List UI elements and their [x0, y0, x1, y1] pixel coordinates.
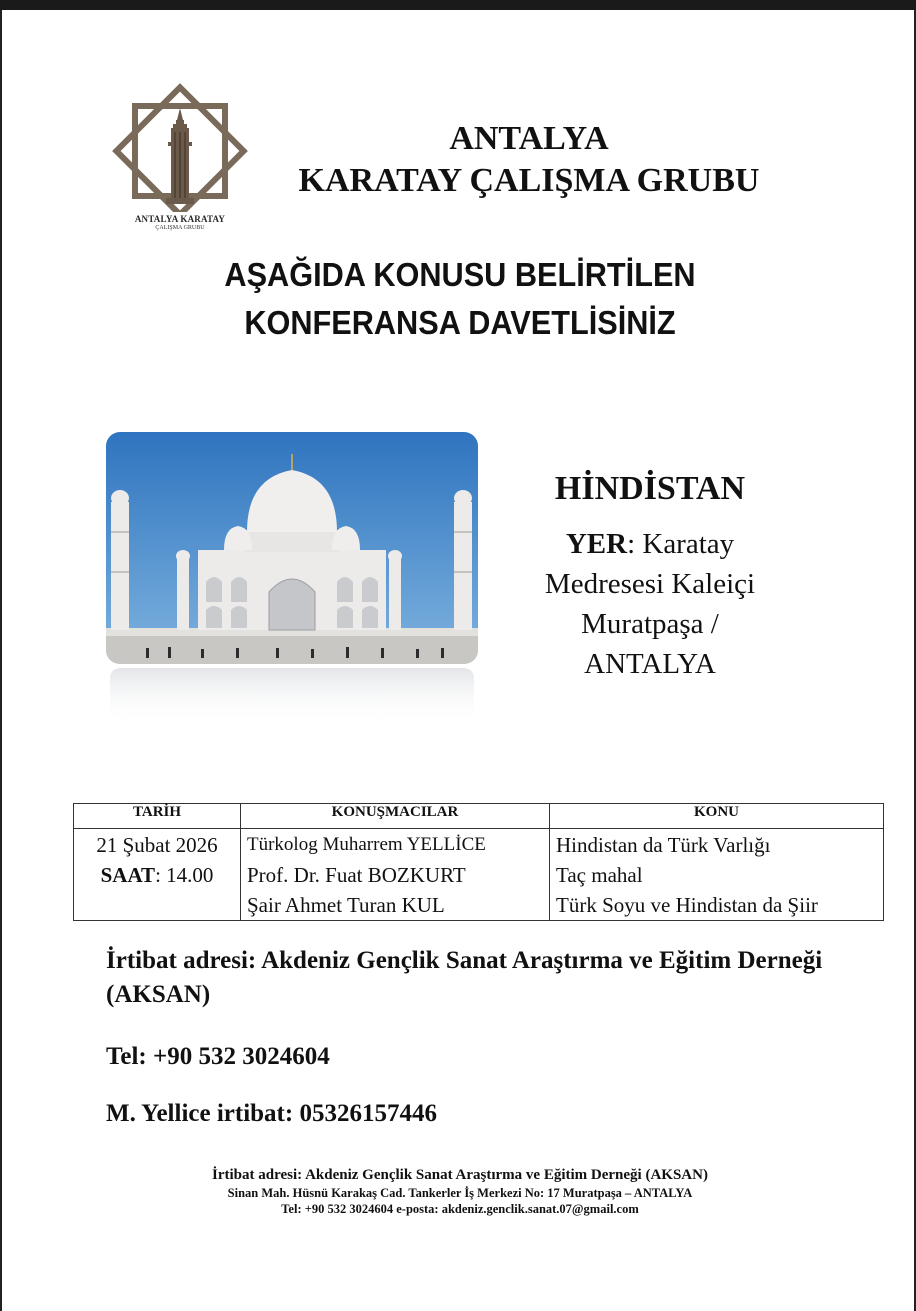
event-place-line: Medresesi Kaleiçi: [544, 568, 756, 600]
contact-mobile: M. Yellice irtibat: 05326157446: [106, 1100, 437, 1127]
column-header-date: TARİH: [74, 804, 241, 829]
logo-subcaption: ÇALIŞMA GRUBU: [155, 225, 205, 231]
place-text: : Karatay: [627, 528, 735, 560]
speaker-item: Şair Ahmet Turan KUL: [247, 893, 445, 917]
minaret-star-emblem-icon: [106, 80, 254, 212]
topics-cell: [550, 829, 884, 921]
event-info: [502, 470, 798, 684]
speakers-cell: [241, 829, 550, 921]
schedule-table: [73, 803, 884, 921]
contact-phone: Tel: +90 532 3024604: [106, 1043, 330, 1070]
invitation-heading: AŞAĞIDA KONUSU BELİRTİLEN: [224, 256, 696, 293]
topic-item: Hindistan da Türk Varlığı: [556, 833, 771, 857]
event-time: [80, 860, 234, 890]
event-date: 21 Şubat 2026: [96, 833, 218, 857]
footer-address: İrtibat adresi: Akdeniz Gençlik Sanat Araştırma ve Eğitim Derneği (AKSAN): [212, 1167, 708, 1183]
date-cell: [74, 829, 241, 921]
event-place-line: Muratpaşa /: [581, 608, 719, 640]
organization-name: ANTALYA: [449, 120, 609, 157]
contact-address: İrtibat adresi: Akdeniz Gençlik Sanat Araştırma ve Eğitim Derneği (AKSAN): [106, 947, 823, 1008]
group-logo: [106, 80, 254, 240]
organization-subtitle: KARATAY ÇALIŞMA GRUBU: [298, 162, 760, 199]
event-title: HİNDİSTAN: [554, 470, 746, 507]
time-label: SAAT: [100, 863, 156, 887]
topic-item: Taç mahal: [556, 863, 643, 887]
event-place-line: [502, 524, 798, 564]
invitation-heading-line2: KONFERANSA DAVETLİSİNİZ: [244, 304, 676, 341]
speaker-item: Türkolog Muharrem YELLİCE: [247, 834, 486, 855]
table-header-row: [74, 804, 884, 829]
table-row: [74, 829, 884, 921]
taj-mahal-photo: [106, 432, 478, 728]
footer-street: Sinan Mah. Hüsnü Karakaş Cad. Tankerler İş Merkezi No: 17 Muratpaşa – ANTALYA: [227, 1186, 693, 1200]
topic-item: Türk Soyu ve Hindistan da Şiir: [556, 893, 818, 917]
invitation-page: [0, 10, 916, 1311]
speaker-item: Prof. Dr. Fuat BOZKURT: [247, 863, 466, 887]
logo-caption: ANTALYA KARATAY: [134, 214, 226, 224]
column-header-speakers: KONUŞMACILAR: [241, 804, 550, 829]
footer-contact: Tel: +90 532 3024604 e-posta: akdeniz.genclik.sanat.07@gmail.com: [281, 1202, 639, 1216]
footer: [2, 1166, 916, 1217]
time-value: : 14.00: [155, 863, 214, 887]
place-label: YER: [565, 528, 628, 560]
column-header-topic: KONU: [550, 804, 884, 829]
event-place-line: ANTALYA: [584, 648, 716, 680]
